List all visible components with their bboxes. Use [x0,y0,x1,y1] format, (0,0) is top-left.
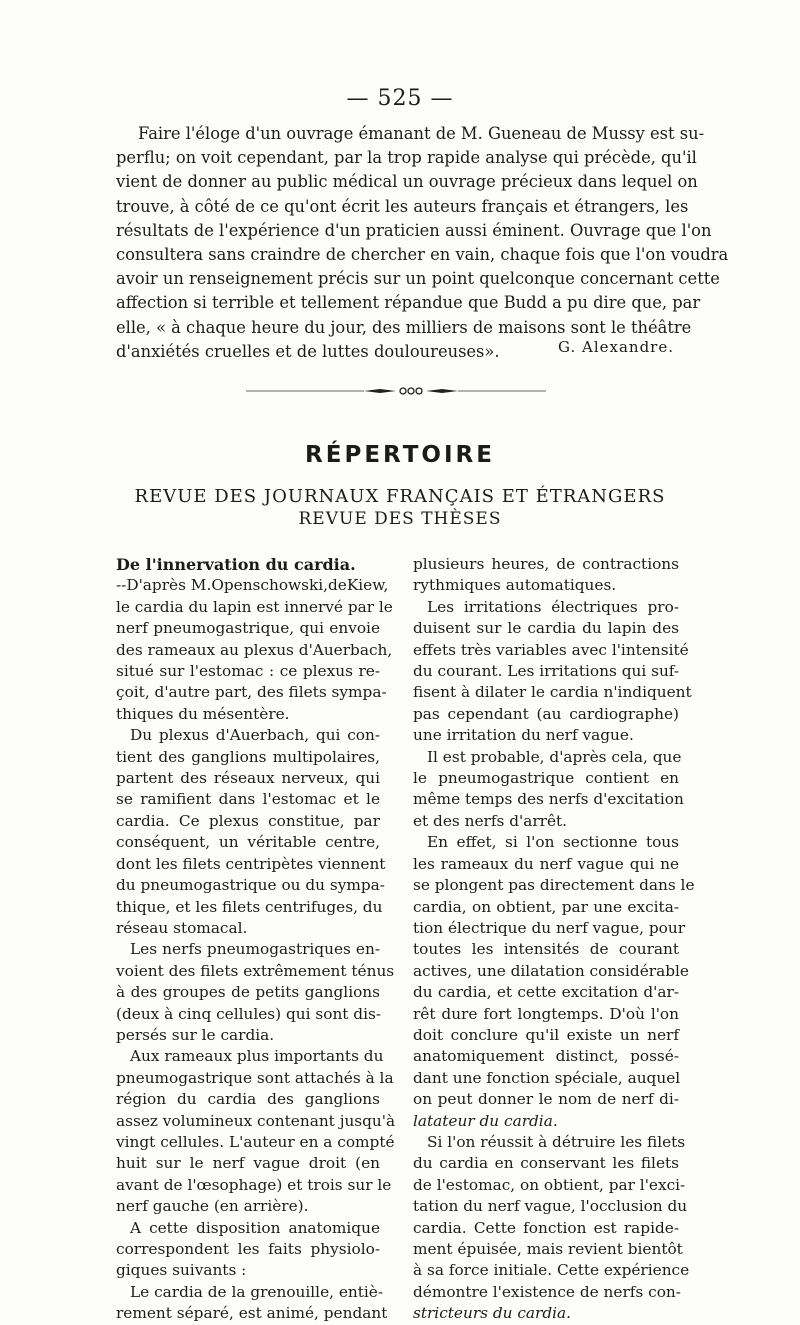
column-line: dont les filets centripètes viennent [116,854,386,873]
column-line: duisent sur le cardia du lapin des [413,619,679,638]
column-line: Aux rameaux plus importants du [130,1047,384,1066]
intro-line: avoir un renseignement précis sur un point quelconque concernant cette [116,269,720,289]
article-title: De l'innervation du cardia. [116,555,356,574]
column-line: rement séparé, est animé, pendant [116,1304,388,1323]
intro-line: vient de donner au public médical un ouvrage précieux dans lequel on [116,172,698,192]
section-subtitle-theses: REVUE DES THÈSES [298,509,502,529]
column-line: persés sur le cardia. [116,1025,275,1044]
column-line: du courant. Les irritations qui suf- [413,662,680,681]
column-line: nerf pneumogastrique, qui envoie [116,619,380,638]
column-line: réseau stomacal. [116,918,248,937]
column-line: plusieurs heures, de contractions [413,555,679,573]
column-line: fisent à dilater le cardia n'indiquent [413,683,692,702]
column-line: actives, une dilatation considérable [413,961,689,980]
column-line: En effet, si l'on sectionne tous [427,833,679,852]
column-line: cardia. Ce plexus constitue, par [116,811,380,830]
intro-line: trouve, à côté de ce qu'ont écrit les auteurs français et étrangers, les [116,196,689,216]
column-line: ment épuisée, mais revient bientôt [413,1240,683,1258]
column-line: tion électrique du nerf vague, pour [413,918,686,937]
intro-line: elle, « à chaque heure du jour, des milliers de maisons sont le théâtre [116,317,692,337]
column-line: de l'estomac, on obtient, par l'exci- [413,1175,686,1194]
column-line: même temps des nerfs d'excitation [413,790,684,809]
column-line: rythmiques automatiques. [413,576,617,595]
column-line: pneumogastrique sont attachés à la [116,1068,394,1087]
column-line: Les nerfs pneumogastriques en- [130,940,380,959]
right-column [413,554,695,1325]
column-line: les rameaux du nerf vague qui ne [413,854,679,873]
column-line: se ramifient dans l'estomac et le [116,790,380,809]
column-line: le pneumogastrique contient en [413,769,679,788]
column-line: Les irritations électriques pro- [427,597,679,616]
column-line: nerf gauche (en arrière). [116,1197,309,1216]
column-line: Le cardia de la grenouille, entiè- [130,1282,384,1301]
column-line: du pneumogastrique ou du sympa- [116,876,385,895]
left-column [116,554,396,1325]
column-line: tient des ganglions multipolaires, [116,747,380,766]
column-line: Il est probable, d'après cela, que [427,747,682,766]
column-line: rêt dure fort longtemps. D'où l'on [413,1004,679,1023]
column-line: correspondent les faits physiolo- [116,1240,380,1258]
column-line: du cardia, et cette excitation d'ar- [413,983,679,1002]
column-line: se plongent pas directement dans le [413,876,695,895]
column-line: toutes les intensités de courant [413,940,679,959]
section-title: RÉPERTOIRE [305,442,495,468]
intro-line: affection si terrible et tellement répandue que Budd a pu dire que, par [116,293,701,313]
intro-line: résultats de l'expérience d'un praticien aussi éminent. Ouvrage que l'on [116,220,712,240]
column-line: --D'après M.Openschowski,deKiew, [116,576,389,595]
intro-line: d'anxiétés cruelles et de luttes douloureuses». [116,341,500,361]
column-line: et des nerfs d'arrêt. [413,811,568,830]
column-line: on peut donner le nom de nerf di- [413,1090,679,1109]
column-line: dant une fonction spéciale, auquel [413,1068,681,1087]
column-line: partent des réseaux nerveux, qui [116,769,380,788]
column-line: giques suivants : [116,1261,247,1280]
column-line: conséquent, un véritable centre, [116,833,380,852]
intro-line: perflu; on voit cependant, par la trop rapide analyse qui précède, qu'il [116,148,697,168]
column-line: huit sur le nerf vague droit (en [116,1154,380,1173]
column-line: situé sur l'estomac : ce plexus re- [116,662,380,681]
column-line: cardia. Cette fonction est rapide- [413,1218,679,1237]
column-line: vingt cellules. L'auteur en a compté [116,1132,395,1151]
author-signature: G. Alexandre. [558,338,674,356]
column-line: doit conclure qu'il existe un nerf [413,1025,679,1044]
column-line: anatomiquement distinct, possé- [413,1047,679,1066]
column-line: région du cardia des ganglions [116,1090,380,1109]
column-line: çoit, d'autre part, des filets sympa- [116,683,387,702]
column-line: (deux à cinq cellules) qui sont dis- [116,1004,382,1023]
intro-paragraph [116,122,729,364]
column-line: stricteurs du cardia. [413,1304,572,1323]
column-line: latateur du cardia. [413,1111,558,1130]
page-number: — 525 — [346,86,454,111]
column-line: des rameaux au plexus d'Auerbach, [116,640,393,659]
column-line: effets très variables avec l'intensité [413,640,689,659]
ornament-divider [246,386,546,396]
column-line: avant de l'œsophage) et trois sur le [116,1175,392,1194]
column-line: pas cependant (au cardiographe) [413,704,679,723]
intro-line: Faire l'éloge d'un ouvrage émanant de M. Gueneau de Mussy est su- [138,124,705,143]
column-line: tation du nerf vague, l'occlusion du [413,1197,688,1216]
column-line: A cette disposition anatomique [130,1218,380,1237]
column-line: Du plexus d'Auerbach, qui con- [130,726,380,745]
column-line: démontre l'existence de nerfs con- [413,1282,681,1301]
column-line: voient des filets extrêmement ténus [116,961,395,980]
column-line: thique, et les filets centrifuges, du [116,897,383,916]
column-line: assez volumineux contenant jusqu'à [116,1111,396,1130]
column-line: le cardia du lapin est innervé par le [116,597,393,616]
column-line: cardia, on obtient, par une excita- [413,897,679,916]
column-line: une irritation du nerf vague. [413,726,634,745]
column-line: à des groupes de petits ganglions [116,983,380,1002]
column-line: Si l'on réussit à détruire les filets [427,1132,686,1151]
column-line: à sa force initiale. Cette expérience [413,1261,690,1280]
column-line: thiques du mésentère. [116,704,290,723]
intro-line: consultera sans craindre de chercher en vain, chaque fois que l'on voudra [116,245,729,265]
section-subtitle: REVUE DES JOURNAUX FRANÇAIS ET ÉTRANGERS [134,486,666,507]
column-line: du cardia en conservant les filets [413,1154,679,1173]
